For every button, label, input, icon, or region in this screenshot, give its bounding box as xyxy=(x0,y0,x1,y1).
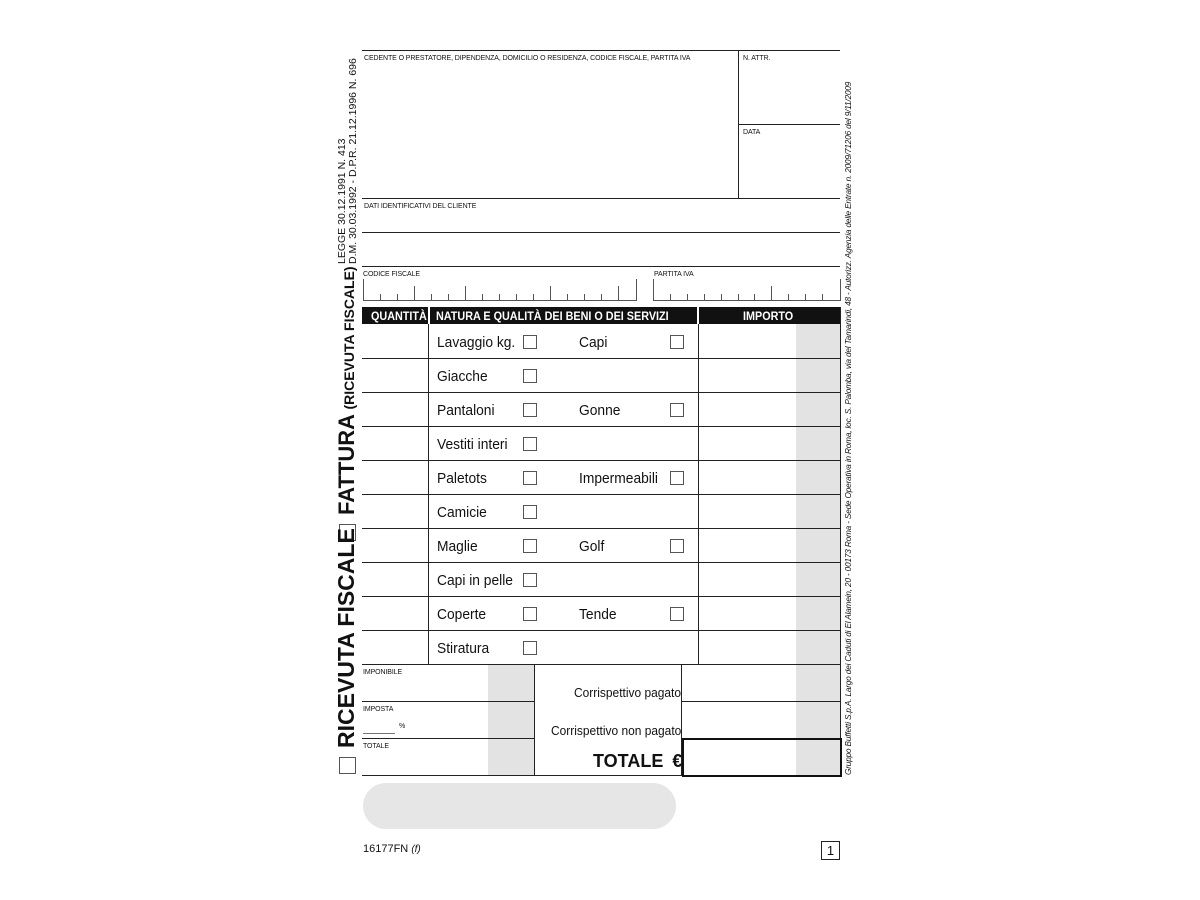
quantita-cell[interactable] xyxy=(363,325,427,357)
item-checkbox[interactable] xyxy=(670,607,684,621)
codice-fiscale-field[interactable] xyxy=(363,279,637,301)
digit-tick xyxy=(380,294,381,300)
form-code-text: 16177FN xyxy=(363,843,409,855)
item-checkbox[interactable] xyxy=(523,471,537,485)
importo-cell[interactable] xyxy=(699,427,795,459)
cedente-label: CEDENTE O PRESTATORE, DIPENDENZA, DOMICILIO O RESIDENZA, CODICE FISCALE, PARTITA IVA xyxy=(364,55,691,62)
totale-label: TOTALE xyxy=(363,743,389,750)
importo-cell[interactable] xyxy=(699,597,795,629)
legge-line-1: LEGGE 30.12.1991 N. 413 xyxy=(336,138,348,264)
item-checkbox[interactable] xyxy=(523,641,537,655)
imposta-percent: % xyxy=(399,723,406,730)
item-checkbox[interactable] xyxy=(523,607,537,621)
item-label: Lavaggio kg. xyxy=(437,334,516,351)
importo-cell[interactable] xyxy=(699,461,795,493)
item-checkbox[interactable] xyxy=(670,403,684,417)
fattura-subtitle: (RICEVUTA FISCALE) xyxy=(341,266,357,410)
importo-cell[interactable] xyxy=(699,529,795,561)
digit-tick xyxy=(414,286,415,300)
totale-euro-label xyxy=(593,751,682,772)
partita-iva-label: PARTITA IVA xyxy=(654,271,694,278)
form-code xyxy=(363,843,421,855)
item-label: Maglie xyxy=(437,538,478,555)
item-label: Tende xyxy=(579,606,617,623)
legge-line-2: D.M. 30.03.1992 - D.P.R. 21.12.1996 N. 696 xyxy=(347,58,359,264)
digit-tick xyxy=(567,294,568,300)
col-quantita: QUANTITÀ xyxy=(371,309,427,323)
quantita-cell[interactable] xyxy=(363,529,427,561)
quantita-cell[interactable] xyxy=(363,359,427,391)
item-checkbox[interactable] xyxy=(670,471,684,485)
digit-tick xyxy=(721,294,722,300)
cliente-label: DATI IDENTIFICATIVI DEL CLIENTE xyxy=(364,203,477,210)
digit-tick xyxy=(805,294,806,300)
digit-tick xyxy=(601,294,602,300)
data-field[interactable] xyxy=(740,136,839,196)
item-checkbox[interactable] xyxy=(670,539,684,553)
item-label: Impermeabili xyxy=(579,470,659,487)
importo-cell[interactable] xyxy=(699,359,795,391)
ricevuta-fiscale-checkbox[interactable] xyxy=(339,757,356,774)
imposta-field[interactable] xyxy=(363,715,487,737)
corrispettivo-non-pagato-field[interactable] xyxy=(682,702,795,737)
digit-tick xyxy=(431,294,432,300)
corrispettivo-pagato-field[interactable] xyxy=(682,665,795,700)
item-label: Stiratura xyxy=(437,640,490,657)
digit-tick xyxy=(533,294,534,300)
item-checkbox[interactable] xyxy=(670,335,684,349)
item-checkbox[interactable] xyxy=(523,403,537,417)
item-label: Capi xyxy=(579,334,608,351)
item-label: Giacche xyxy=(437,368,488,385)
codice-fiscale-label: CODICE FISCALE xyxy=(363,271,420,278)
item-checkbox[interactable] xyxy=(523,437,537,451)
publisher-info: Gruppo Buffetti S.p.A. Largo dei Caduti di El Alamein, 20 - 00173 Roma - Sede Operativa in Roma, loc. S. Palomba, via del Tamarindi, 48 - Autorizz. Agenzia delle Entrate n. 2009/71206 del 9/11/2009 xyxy=(844,81,853,775)
cliente-field[interactable] xyxy=(363,212,839,266)
n-attr-label: N. ATTR. xyxy=(743,55,771,62)
importo-cell[interactable] xyxy=(699,631,795,663)
item-label: Gonne xyxy=(579,402,621,419)
digit-tick xyxy=(788,294,789,300)
importo-cell[interactable] xyxy=(699,563,795,595)
item-label: Capi in pelle xyxy=(437,572,513,589)
totale-field[interactable] xyxy=(363,752,487,774)
data-label: DATA xyxy=(743,129,761,136)
quantita-cell[interactable] xyxy=(363,631,427,663)
corrispettivo-pagato-label: Corrispettivo pagato xyxy=(574,685,682,700)
item-label: Pantaloni xyxy=(437,402,495,419)
euro-sign: € xyxy=(672,751,683,771)
fattura-label xyxy=(336,266,361,515)
digit-tick xyxy=(670,294,671,300)
col-natura: NATURA E QUALITÀ DEI BENI O DEI SERVIZI xyxy=(436,309,669,323)
item-checkbox[interactable] xyxy=(523,573,537,587)
digit-tick xyxy=(499,294,500,300)
quantita-cell[interactable] xyxy=(363,495,427,527)
item-checkbox[interactable] xyxy=(523,369,537,383)
digit-tick xyxy=(516,294,517,300)
totale-euro-box[interactable] xyxy=(682,738,842,777)
stamp-area xyxy=(363,783,676,829)
digit-tick xyxy=(822,294,823,300)
importo-cell[interactable] xyxy=(699,393,795,425)
fattura-title: FATTURA xyxy=(334,413,359,515)
item-checkbox[interactable] xyxy=(523,335,537,349)
corrispettivo-non-pagato-label: Corrispettivo non pagato xyxy=(551,723,682,738)
digit-tick xyxy=(687,294,688,300)
digit-tick xyxy=(397,294,398,300)
col-importo: IMPORTO xyxy=(743,309,794,323)
digit-tick xyxy=(482,294,483,300)
digit-tick xyxy=(465,286,466,300)
item-label: Golf xyxy=(579,538,605,555)
totale-euro-text: TOTALE xyxy=(593,751,664,771)
digit-tick xyxy=(448,294,449,300)
item-checkbox[interactable] xyxy=(523,505,537,519)
digit-tick xyxy=(618,286,619,300)
quantita-cell[interactable] xyxy=(363,393,427,425)
n-attr-field[interactable] xyxy=(740,62,839,122)
partita-iva-field[interactable] xyxy=(653,279,841,301)
digit-tick xyxy=(584,294,585,300)
item-label: Vestiti interi xyxy=(437,436,508,453)
form-code-suffix: (f) xyxy=(411,844,421,855)
quantita-cell[interactable] xyxy=(363,563,427,595)
item-checkbox[interactable] xyxy=(523,539,537,553)
imponibile-label: IMPONIBILE xyxy=(363,669,403,676)
imposta-label: IMPOSTA xyxy=(363,706,394,713)
imponibile-field[interactable] xyxy=(363,678,487,700)
item-label: Camicie xyxy=(437,504,487,521)
digit-tick xyxy=(771,286,772,300)
digit-tick xyxy=(754,294,755,300)
quantita-cell[interactable] xyxy=(363,461,427,493)
item-label: Paletots xyxy=(437,470,487,487)
digit-tick xyxy=(704,294,705,300)
item-label: Coperte xyxy=(437,606,487,623)
ricevuta-fiscale-title: RICEVUTA FISCALE xyxy=(333,528,359,748)
digit-tick xyxy=(550,286,551,300)
page-number: 1 xyxy=(821,841,840,860)
digit-tick xyxy=(738,294,739,300)
importo-cell[interactable] xyxy=(699,495,795,527)
quantita-cell[interactable] xyxy=(363,597,427,629)
cedente-field[interactable] xyxy=(363,62,737,196)
quantita-cell[interactable] xyxy=(363,427,427,459)
importo-cell[interactable] xyxy=(699,325,795,357)
